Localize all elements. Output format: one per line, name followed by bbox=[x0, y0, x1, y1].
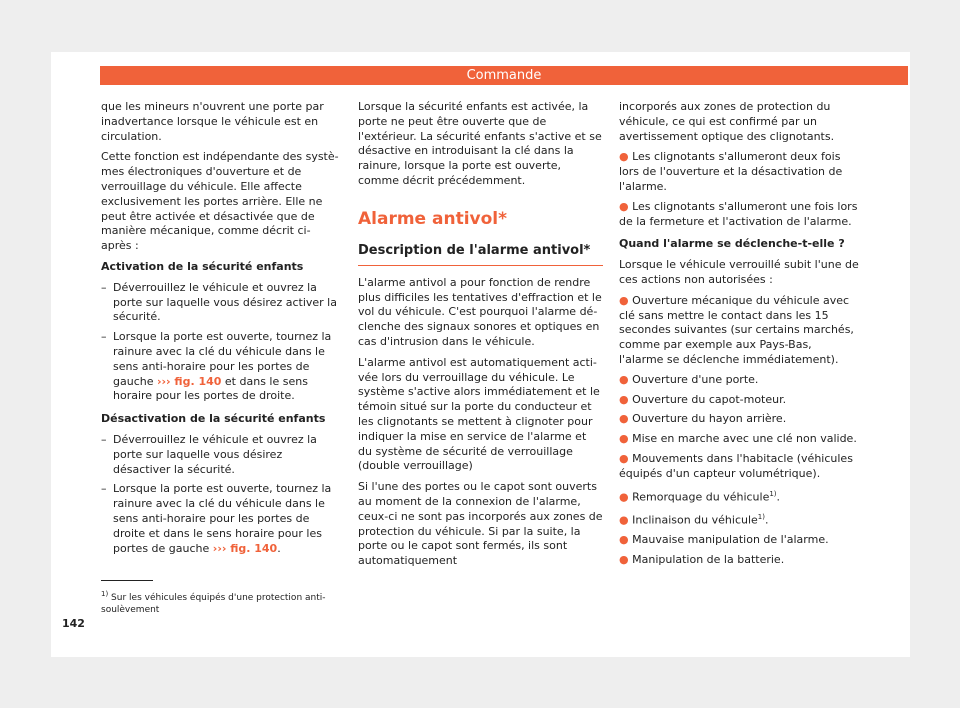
section-title: Alarme antivol* bbox=[358, 208, 508, 229]
bullet-item: ● Les clignotants s'allumeront deux fois lors de l'ouverture et la désactivation de l'alarme. bbox=[619, 150, 843, 193]
bullet-item: ● Les clignotants s'allumeront une fois lors de la fermeture et l'activation de l'alarme. bbox=[619, 199, 858, 228]
paragraph: Lorsque le véhicule verrouillé subit l'une de ces actions non autorisées : bbox=[619, 258, 859, 286]
subheading-activation: Activation de la sécurité enfants bbox=[101, 259, 304, 273]
bullet-item: ● Manipulation de la batterie. bbox=[619, 553, 785, 567]
bullet-icon: ● bbox=[619, 372, 629, 386]
bullet-icon: ● bbox=[619, 432, 629, 446]
page bbox=[51, 52, 910, 657]
column-middle bbox=[358, 100, 603, 575]
column-left bbox=[101, 100, 341, 561]
step-item: – Lorsque la porte est ouverte, tournez la rainure avec la clé du véhicule dans le sens anti-horaire pour les portes de droite et dans le sens horaire pour les portes de gauche ››› fig. 140. bbox=[101, 482, 341, 556]
bullet-icon: ● bbox=[619, 392, 629, 406]
paragraph: Cette fonction est indépendante des systèmes électroniques d'ouverture et de verrouillage du véhicule. Elle affecte exclusivement les portes arrière. Elle ne peut être activée et désactivée que de manière mécanique, comme décrit ci-après : bbox=[101, 150, 339, 253]
figure-reference-link[interactable]: ››› fig. 140 bbox=[156, 374, 222, 388]
footnote-marker: 1) bbox=[101, 590, 109, 598]
bullet-icon: ● bbox=[619, 451, 629, 465]
bullet-icon: ● bbox=[619, 412, 629, 426]
bullet-item: ● Mouvements dans l'habitacle (véhicules équipés d'un capteur volumétrique). bbox=[619, 451, 853, 480]
subheading-trigger: Quand l'alarme se déclenche-t-elle ? bbox=[619, 237, 845, 251]
subsection-title: Description de l'alarme antivol* bbox=[358, 243, 603, 266]
paragraph: incorporés aux zones de protection du véhicule, ce qui est confirmé par un avertissement optique des clignotants. bbox=[619, 100, 835, 143]
footnote-marker: 1) bbox=[769, 489, 777, 498]
bullet-icon: ● bbox=[619, 513, 629, 527]
step-item: – Déverrouillez le véhicule et ouvrez la porte sur laquelle vous désirez activer la sécurité. bbox=[101, 281, 341, 325]
paragraph: Si l'une des portes ou le capot sont ouverts au moment de la connexion de l'alarme, ceux-ci ne sont pas incorporés aux zones de protection du véhicule. Si par la suite, la porte ou le capot sont fermés, ils sont automatiquement bbox=[358, 480, 603, 568]
section-header: Commande bbox=[100, 66, 908, 85]
bullet-icon: ● bbox=[619, 533, 629, 547]
bullet-item: ● Remorquage du véhicule$^{1)}$. bbox=[619, 489, 781, 504]
bullet-item: ● Mise en marche avec une clé non valide. bbox=[619, 432, 857, 446]
column-right bbox=[619, 100, 859, 573]
bullet-item: ● Ouverture mécanique du véhicule avec clé sans mettre le contact dans les 15 secondes suivantes (sur certains marchés, comme par exemple aux Pays-Bas, l'alarme se déclenche immédiatement). bbox=[619, 293, 854, 366]
footnote: $^{1)}$ Sur les véhicules équipés d'une protection anti-soulèvement bbox=[101, 590, 326, 615]
paragraph: Lorsque la sécurité enfants est activée, la porte ne peut être ouverte que de l'extérieur. La sécurité enfants s'active et se désactive en introduisant la clé dans la rainure, lorsque la porte est ouverte, comme décrit précédemment. bbox=[358, 100, 602, 187]
page-number: 142 bbox=[62, 617, 85, 630]
paragraph: L'alarme antivol a pour fonction de rendre plus difficiles les tentatives d'effraction et le vol du véhicule. C'est pourquoi l'alarme déclenche des signaux sonores et optiques en cas d'intrusion dans le véhicule. bbox=[358, 275, 602, 348]
bullet-item: ● Ouverture du capot-moteur. bbox=[619, 392, 787, 406]
subheading-deactivation: Désactivation de la sécurité enfants bbox=[101, 412, 326, 426]
step-item: – Lorsque la porte est ouverte, tournez la rainure avec la clé du véhicule dans le sens anti-horaire pour les portes de gauche ››› fig. 140 et dans le sens horaire pour les portes de droite. bbox=[101, 330, 341, 404]
footnote-divider bbox=[101, 580, 153, 581]
bullet-item: ● Inclinaison du véhicule$^{1)}$. bbox=[619, 512, 769, 527]
bullet-item: ● Ouverture d'une porte. bbox=[619, 372, 759, 386]
bullet-icon: ● bbox=[619, 199, 629, 213]
step-item: – Déverrouillez le véhicule et ouvrez la porte sur laquelle vous désirez désactiver la sécurité. bbox=[101, 433, 341, 477]
bullet-icon: ● bbox=[619, 490, 629, 504]
paragraph: que les mineurs n'ouvrent une porte par inadvertance lorsque le véhicule est en circulation. bbox=[101, 100, 324, 143]
figure-reference-link[interactable]: ››› fig. 140 bbox=[212, 541, 278, 555]
bullet-icon: ● bbox=[619, 293, 629, 307]
bullet-item: ● Ouverture du hayon arrière. bbox=[619, 412, 787, 426]
bullet-icon: ● bbox=[619, 553, 629, 567]
paragraph: L'alarme antivol est automatiquement activée lors du verrouillage du véhicule. Le système s'active alors immédiatement et le témoin situé sur la porte du conducteur et les clignotants se mettent à clignoter pour indiquer la mise en service de l'alarme et du système de sécurité de verrouillage (double verrouillage) bbox=[358, 355, 600, 473]
bullet-icon: ● bbox=[619, 150, 629, 164]
footnote-marker: 1) bbox=[757, 512, 765, 521]
bullet-item: ● Mauvaise manipulation de l'alarme. bbox=[619, 533, 829, 547]
